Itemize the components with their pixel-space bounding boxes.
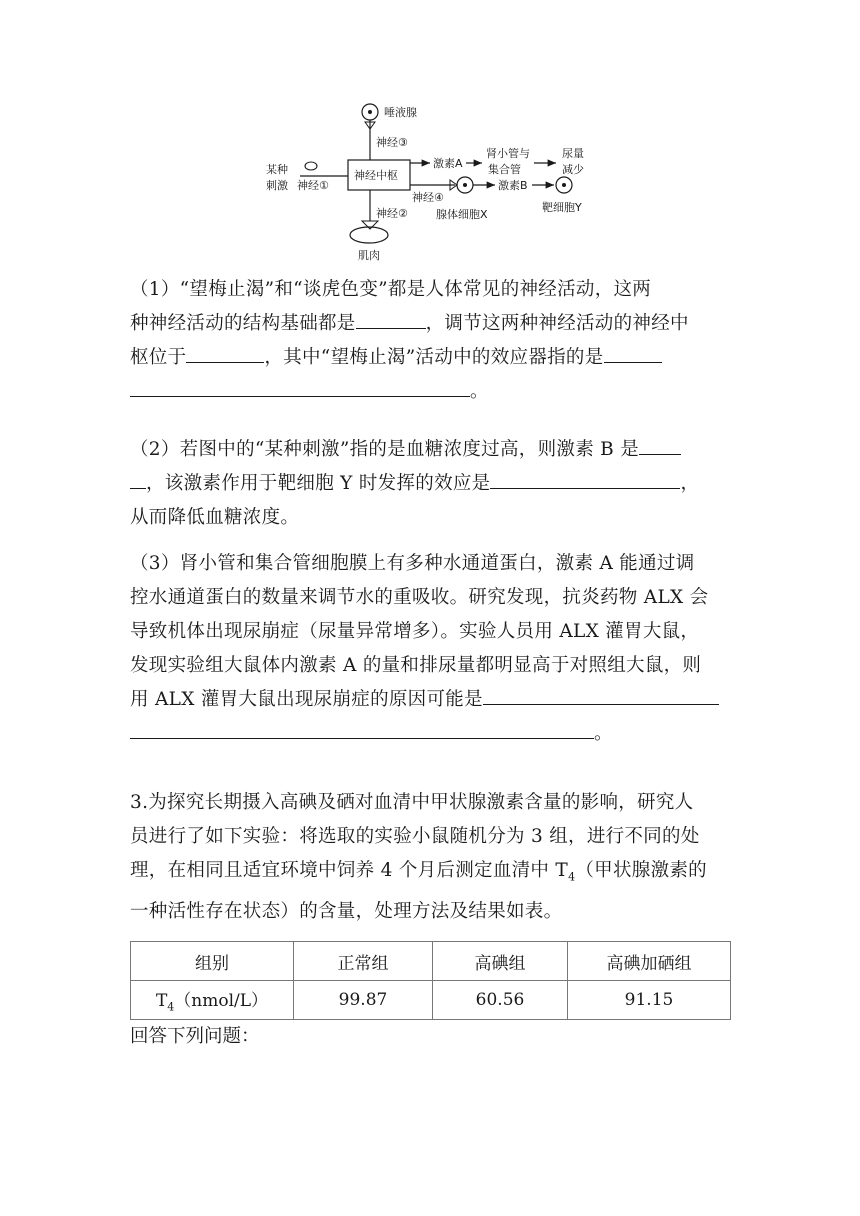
p3-line-3 bbox=[130, 854, 735, 895]
problem-3 bbox=[130, 786, 735, 929]
table-header-cell: 正常组 bbox=[294, 942, 433, 981]
urine-label-2: 减少 bbox=[562, 163, 584, 176]
table-header-cell: 高碘加硒组 bbox=[568, 942, 731, 981]
q3-line-4: 发现实验组大鼠体内激素 A 的量和排尿量都明显高于对照组大鼠，则 bbox=[130, 655, 702, 676]
stimulus-label-1: 某种 bbox=[266, 163, 288, 176]
row-label-text: T bbox=[155, 991, 168, 1012]
p3-line-1: 3.为探究长期摄入高碘及硒对血清中甲状腺激素含量的影响，研究人 bbox=[130, 792, 694, 813]
nerve4-label: 神经④ bbox=[412, 191, 444, 204]
q2-line-1 bbox=[130, 433, 735, 467]
kidney-label-2: 集合管 bbox=[488, 163, 521, 176]
q2-line-3: 从而降低血糖浓度。 bbox=[130, 507, 300, 528]
table-cell: 91.15 bbox=[568, 981, 731, 1020]
row-label-unit: （nmol/L） bbox=[174, 991, 269, 1012]
q3-line-2: 控水通道蛋白的数量来调节水的重吸收。研究发现，抗炎药物 ALX 会 bbox=[130, 587, 709, 608]
p3-line-4: 一种活性存在状态）的含量，处理方法及结果如表。 bbox=[130, 900, 563, 922]
closing-prompt: 回答下列问题： bbox=[130, 1026, 260, 1047]
answer-blank[interactable] bbox=[130, 718, 594, 739]
answer-blank[interactable] bbox=[130, 468, 146, 489]
q1-line-1: （1）“望梅止渴”和“谈虎色变”都是人体常见的神经活动，这两 bbox=[130, 279, 652, 300]
hormone-b-label: 激素B bbox=[498, 179, 528, 192]
q3-line-5 bbox=[130, 683, 735, 717]
nerve3-label: 神经③ bbox=[376, 136, 408, 149]
q2-text: （2）若图中的“某种刺激”指的是血糖浓度过高，则激素 B 是 bbox=[130, 439, 640, 460]
q3-line-3: 导致机体出现尿崩症（尿量异常增多）。实验人员用 ALX 灌胃大鼠， bbox=[130, 621, 700, 642]
receptor-ellipse bbox=[305, 162, 317, 170]
urine-label-1: 尿量 bbox=[562, 147, 584, 160]
subscript: 4 bbox=[167, 1000, 175, 1014]
q1-line-2 bbox=[130, 307, 735, 341]
q2-line-2 bbox=[130, 467, 735, 501]
saliva-gland-label: 唾液腺 bbox=[384, 106, 417, 119]
kidney-label-1: 肾小管与 bbox=[486, 147, 530, 160]
q1-text: 种神经活动的结构基础都是 bbox=[130, 313, 356, 334]
table-row bbox=[131, 981, 731, 1020]
answer-blank[interactable] bbox=[639, 434, 681, 455]
nerve2-label: 神经② bbox=[376, 207, 408, 220]
q1-line-4 bbox=[130, 375, 735, 409]
q2-text: ，该激素作用于靶细胞 Y 时发挥的效应是 bbox=[146, 473, 491, 494]
q1-text: ，其中“望梅止渴”活动中的效应器指的是 bbox=[264, 347, 604, 368]
answer-blank[interactable] bbox=[186, 342, 264, 363]
table-cell: 60.56 bbox=[433, 981, 568, 1020]
q3-line-6 bbox=[130, 717, 735, 751]
table-row-label bbox=[131, 981, 294, 1020]
q3-line-1: （3）肾小管和集合管细胞膜上有多种水通道蛋白，激素 A 能通过调 bbox=[130, 553, 695, 574]
q2-text: ， bbox=[680, 473, 700, 494]
p3-text: （甲状腺激素的 bbox=[575, 860, 707, 881]
table-header-cell: 高碘组 bbox=[433, 942, 568, 981]
hormone-a-label: 激素A bbox=[433, 157, 463, 170]
answer-blank[interactable] bbox=[356, 308, 426, 329]
p3-text: 理，在相同且适宜环境中饲养 4 个月后测定血清中 T bbox=[130, 860, 569, 881]
subscript: 4 bbox=[568, 870, 576, 884]
answer-blank[interactable] bbox=[130, 376, 470, 397]
q1-line-3 bbox=[130, 341, 735, 375]
q1-text: 枢位于 bbox=[130, 347, 187, 368]
nerve1-label: 神经① bbox=[297, 179, 329, 192]
question-1 bbox=[130, 273, 735, 409]
answer-blank[interactable] bbox=[483, 684, 719, 705]
stimulus-label-2: 刺激 bbox=[266, 179, 288, 192]
q3-text: 。 bbox=[594, 723, 613, 744]
muscle-ellipse bbox=[350, 227, 388, 243]
target-y-label: 靶细胞Y bbox=[542, 201, 582, 214]
question-2 bbox=[130, 433, 735, 535]
q1-text: 。 bbox=[470, 381, 489, 402]
table-cell: 99.87 bbox=[294, 981, 433, 1020]
table-header-cell: 组别 bbox=[131, 942, 294, 981]
nerve-center-label: 神经中枢 bbox=[354, 169, 398, 182]
muscle-label: 肌肉 bbox=[358, 249, 380, 262]
nerve-hormone-diagram bbox=[250, 95, 610, 265]
q1-text: ，调节这两种神经活动的神经中 bbox=[425, 313, 689, 334]
results-table bbox=[130, 941, 731, 1020]
q3-text: 用 ALX 灌胃大鼠出现尿崩症的原因可能是 bbox=[130, 689, 483, 710]
table-header-row bbox=[131, 942, 731, 981]
answer-blank[interactable] bbox=[490, 468, 680, 489]
answer-blank[interactable] bbox=[604, 342, 662, 363]
gland-x-label: 腺体细胞X bbox=[436, 208, 488, 221]
p3-line-2: 员进行了如下实验：将选取的实验小鼠随机分为 3 组，进行不同的处 bbox=[130, 826, 700, 847]
question-3 bbox=[130, 547, 735, 751]
